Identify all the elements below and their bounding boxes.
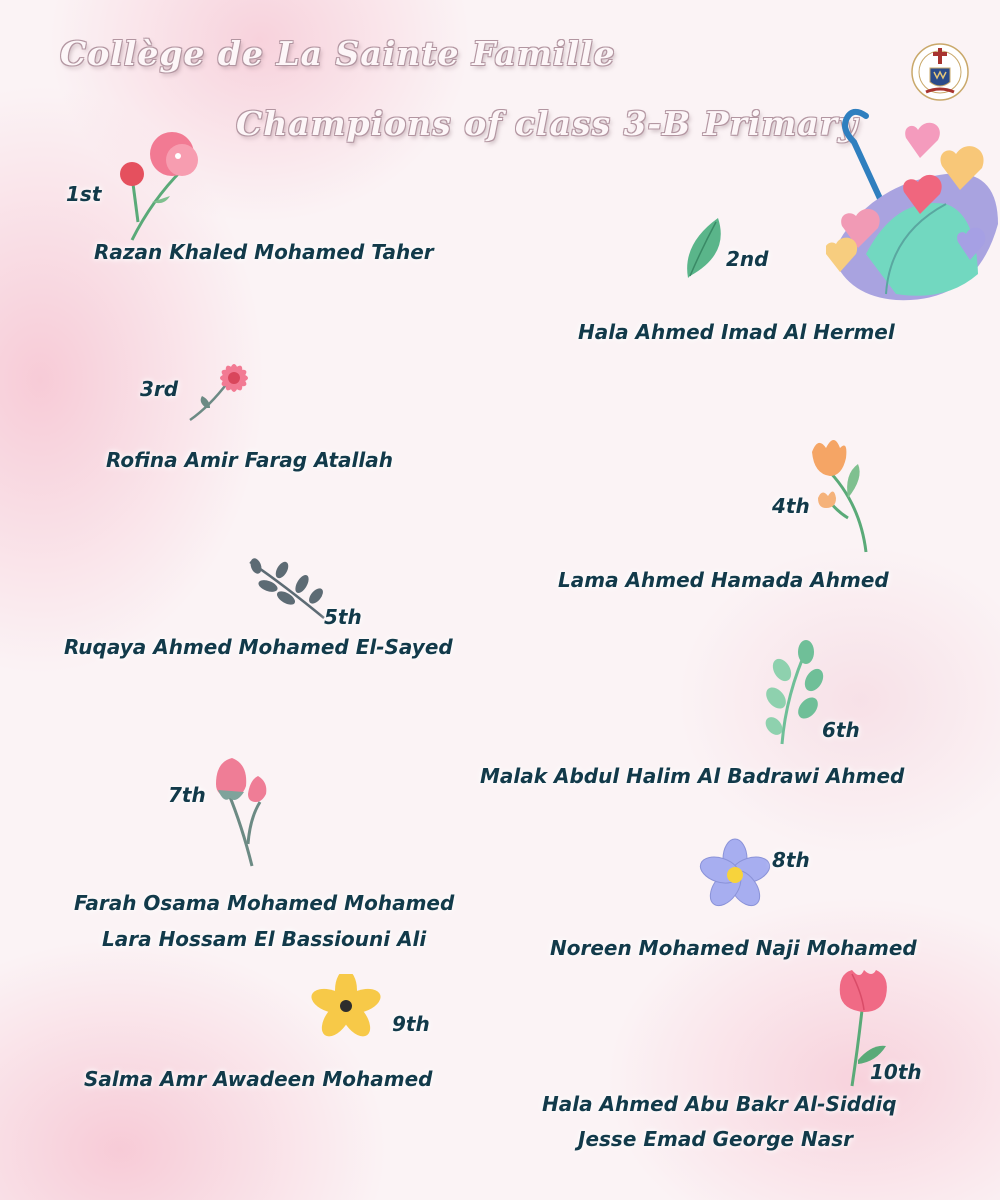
rank-label: 10th <box>870 1060 922 1084</box>
champion-name: Noreen Mohamed Naji Mohamed <box>550 936 917 960</box>
green-leaf-icon <box>682 214 726 280</box>
champion-name: Rofina Amir Farag Atallah <box>106 448 393 472</box>
champion-name: Razan Khaled Mohamed Taher <box>94 240 434 264</box>
pink-daisy-icon <box>186 352 262 424</box>
pink-poppy-icon <box>112 132 204 244</box>
rank-label: 3rd <box>140 377 179 401</box>
umbrella-hearts-icon <box>826 104 1000 310</box>
champion-name: Malak Abdul Halim Al Badrawi Ahmed <box>480 764 905 788</box>
rank-label: 6th <box>822 718 860 742</box>
page-subtitle: Champions of class 3-B Primary <box>236 104 859 143</box>
school-emblem-icon <box>910 40 970 104</box>
champion-name: Hala Ahmed Abu Bakr Al-Siddiq <box>542 1092 897 1116</box>
page-title: Collège de La Sainte Famille <box>60 34 616 73</box>
pink-bud-icon <box>212 758 272 868</box>
orange-tulip-icon <box>804 438 874 554</box>
rank-label: 4th <box>772 494 810 518</box>
rank-label: 8th <box>772 848 810 872</box>
yellow-flower-icon <box>304 974 388 1052</box>
green-branch-icon <box>762 640 826 746</box>
champion-name: Hala Ahmed Imad Al Hermel <box>578 320 895 344</box>
rank-label: 9th <box>392 1012 430 1036</box>
rank-label: 5th <box>324 605 362 629</box>
champion-name: Farah Osama Mohamed Mohamed <box>74 891 455 915</box>
champion-name: Jesse Emad George Nasr <box>578 1127 854 1151</box>
champion-name: Lama Ahmed Hamada Ahmed <box>558 568 889 592</box>
champion-name: Lara Hossam El Bassiouni Ali <box>102 927 427 951</box>
rank-label: 2nd <box>726 247 769 271</box>
champion-name: Ruqaya Ahmed Mohamed El-Sayed <box>64 635 453 659</box>
gray-sprig-icon <box>246 556 326 620</box>
lilac-flower-icon <box>694 836 776 914</box>
rank-label: 7th <box>168 783 206 807</box>
champion-name: Salma Amr Awadeen Mohamed <box>84 1067 433 1091</box>
rank-label: 1st <box>66 182 102 206</box>
